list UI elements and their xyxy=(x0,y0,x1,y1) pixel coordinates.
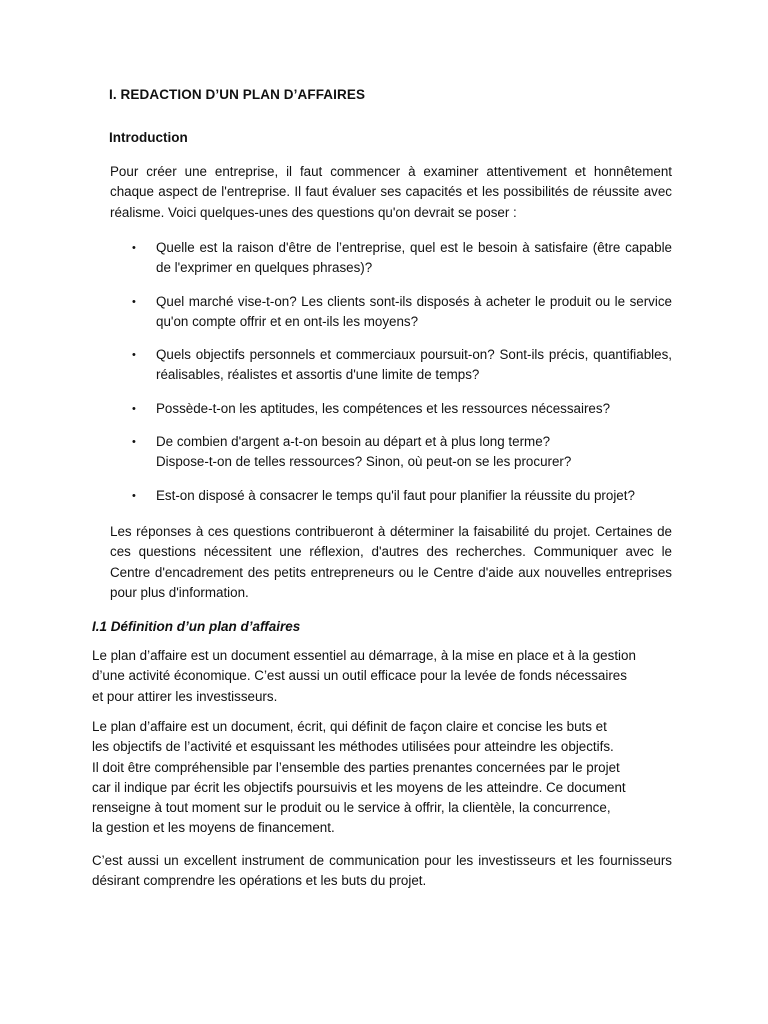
text-line: renseigne à tout moment sur le produit ou le service à offrir, la clientèle, la concurrence, xyxy=(92,800,611,816)
list-item-text-line-2: Dispose-t-on de telles ressources? Sinon, où peut-on se les procurer? xyxy=(156,454,572,470)
bullet-icon: • xyxy=(132,295,136,308)
list-item-text: Possède-t-on les aptitudes, les compétences et les ressources nécessaires? xyxy=(156,400,611,416)
list-item xyxy=(110,399,672,419)
text-line: les objectifs de l’activité et esquissant les méthodes utilisées pour atteindre les objectifs. xyxy=(92,739,614,755)
text-line: Le plan d’affaire est un document essentiel au démarrage, à la mise en place et à la gestion xyxy=(92,648,636,663)
text-line: la gestion et les moyens de financement. xyxy=(92,820,335,836)
definition-paragraph-2 xyxy=(92,717,662,839)
list-item-text: Quels objectifs personnels et commerciaux poursuit-on? Sont-ils précis, quantifiables, réalisables, réalistes et assortis d'une limite de temps? xyxy=(156,347,672,383)
list-item-text-line-1: De combien d'argent a-t-on besoin au départ et à plus long terme? xyxy=(156,434,551,450)
list-item xyxy=(110,292,672,333)
bullet-icon: • xyxy=(132,489,136,502)
text-line: Le plan d’affaire est un document, écrit, qui définit de façon claire et concise les buts et xyxy=(92,719,607,734)
bullet-icon: • xyxy=(132,436,136,449)
list-item-text: Quelle est la raison d'être de l’entreprise, quel est le besoin à satisfaire (être capable de l'exprimer en quelques phrases)? xyxy=(156,240,672,276)
list-item-text: Est-on disposé à consacrer le temps qu'il faut pour planifier la réussite du projet? xyxy=(156,487,635,503)
bullet-icon: • xyxy=(132,349,136,362)
definition-paragraph-1 xyxy=(92,646,662,707)
text-line: Il doit être compréhensible par l’ensemble des parties prenantes concernées par le projet xyxy=(92,759,620,775)
main-heading: I. REDACTION D’UN PLAN D’AFFAIRES xyxy=(109,87,366,102)
list-item xyxy=(110,345,672,386)
question-list xyxy=(110,238,672,519)
text-line: et pour attirer les investisseurs. xyxy=(92,688,278,704)
text-line: car il indique par écrit les objectifs poursuivis et les moyens de les atteindre. Ce document xyxy=(92,779,626,795)
bullet-icon: • xyxy=(132,402,136,415)
list-item xyxy=(110,486,672,506)
list-item-text: Quel marché vise-t-on? Les clients sont-ils disposés à acheter le produit ou le service qu'on compte offrir et en ont-ils les moyens? xyxy=(156,293,672,329)
definition-heading: I.1 Définition d’un plan d’affaires xyxy=(92,619,301,634)
list-item xyxy=(110,238,672,279)
intro-paragraph: Pour créer une entreprise, il faut commencer à examiner attentivement et honnêtement chaque aspect de l'entreprise. Il faut évaluer ses capacités et les possibilités de réussite avec réalisme. Voici quelques-unes des questions qu'on devrait se poser : xyxy=(110,164,672,220)
list-item xyxy=(110,432,672,473)
text-line: d’une activité économique. C’est aussi un outil efficace pour la levée de fonds nécessaires xyxy=(92,668,627,684)
bullet-icon: • xyxy=(132,242,136,254)
definition-paragraph-3: C’est aussi un excellent instrument de communication pour les investisseurs et les fournisseurs désirant comprendre les opérations et les buts du projet. xyxy=(92,853,672,889)
answers-paragraph: Les réponses à ces questions contribueront à déterminer la faisabilité du projet. Certaines de ces questions nécessitent une réflexion, d'autres des recherches. Communiquer avec le Centre d'encadrement des petits entrepreneurs ou le Centre d'aide aux nouvelles entreprises pour plus d'information. xyxy=(110,524,672,600)
introduction-heading: Introduction xyxy=(109,130,188,145)
